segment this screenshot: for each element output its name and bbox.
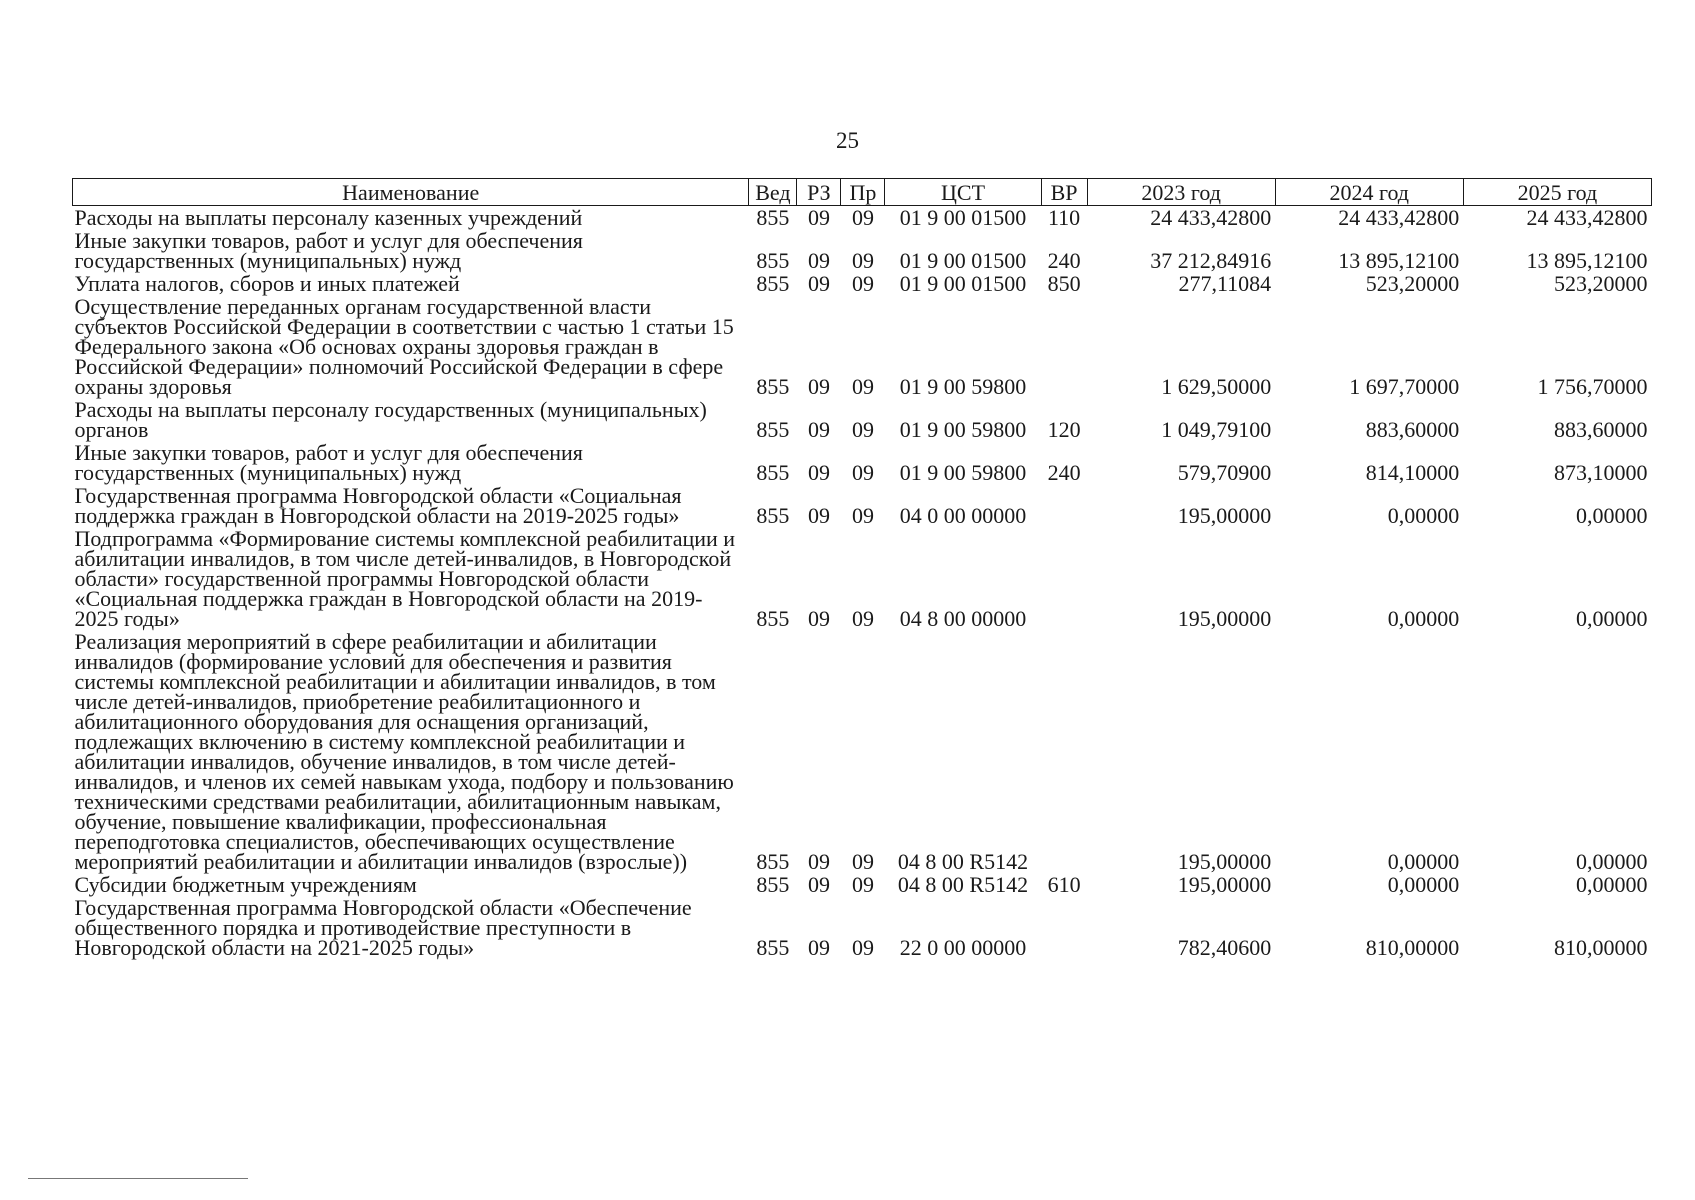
row-vr (1041, 527, 1087, 630)
row-name: Иные закупки товаров, работ и услуг для обеспечения государственных (муниципальных) нужд (74, 440, 583, 485)
row-amount-2025: 0,00000 (1576, 872, 1648, 897)
table-row (73, 527, 1652, 630)
row-pr: 09 (851, 417, 874, 442)
row-amount-2024: 0,00000 (1387, 849, 1460, 874)
row-cst: 01 9 00 59800 (899, 417, 1027, 442)
row-name: Уплата налогов, сборов и иных платежей (74, 271, 460, 296)
row-ved: 855 (756, 503, 790, 528)
row-pr: 09 (851, 872, 874, 897)
table-row (73, 206, 1652, 230)
row-pr: 09 (851, 606, 874, 631)
row-cst: 04 8 00 00000 (899, 606, 1027, 631)
row-amount-2024: 814,10000 (1365, 460, 1460, 485)
row-ved: 855 (756, 271, 790, 296)
row-amount-2025: 0,00000 (1576, 503, 1648, 528)
row-amount-2025: 810,00000 (1554, 935, 1648, 960)
row-vr: 850 (1047, 271, 1081, 296)
row-ved: 855 (756, 374, 790, 399)
row-rz: 09 (807, 417, 830, 442)
row-vr (1041, 630, 1087, 873)
row-vr: 110 (1047, 205, 1081, 230)
row-name: Подпрограмма «Формирование системы комплексной реабилитации и абилитации инвалидов, в том числе детей-инвалидов, в Новгородской области» государственной программы Новгородской области «Социальная поддержка граждан в Новгородской области на 2019-2025 годы» (74, 526, 736, 631)
row-rz: 09 (807, 460, 830, 485)
row-pr: 09 (851, 271, 874, 296)
row-amount-2024: 24 433,42800 (1338, 205, 1460, 230)
table-row (73, 896, 1652, 959)
row-rz: 09 (807, 248, 830, 273)
table-header-row (73, 179, 1652, 206)
row-pr: 09 (851, 935, 874, 960)
row-amount-2023: 195,00000 (1177, 872, 1272, 897)
row-amount-2023: 195,00000 (1177, 503, 1272, 528)
table-row (73, 441, 1652, 484)
row-amount-2023: 579,70900 (1177, 460, 1272, 485)
row-amount-2024: 523,20000 (1365, 271, 1460, 296)
row-vr (1041, 896, 1087, 959)
table-row (73, 398, 1652, 441)
row-amount-2024: 1 697,70000 (1349, 374, 1460, 399)
row-cst: 01 9 00 01500 (899, 248, 1027, 273)
row-cst: 01 9 00 59800 (899, 374, 1027, 399)
row-ved: 855 (756, 417, 790, 442)
row-rz: 09 (807, 849, 830, 874)
row-pr: 09 (851, 460, 874, 485)
row-amount-2025: 873,10000 (1554, 460, 1648, 485)
row-ved: 855 (756, 460, 790, 485)
row-amount-2025: 0,00000 (1576, 606, 1648, 631)
header-cst: ЦСТ (885, 179, 1041, 206)
row-cst: 04 0 00 00000 (899, 503, 1027, 528)
row-amount-2025: 1 756,70000 (1537, 374, 1648, 399)
row-amount-2023: 24 433,42800 (1150, 205, 1272, 230)
row-ved: 855 (756, 606, 790, 631)
row-name: Расходы на выплаты персоналу государственных (муниципальных) органов (74, 397, 707, 442)
row-amount-2024: 810,00000 (1365, 935, 1460, 960)
row-name: Субсидии бюджетным учреждениям (74, 872, 417, 897)
header-ved: Вед (749, 179, 797, 206)
row-cst: 04 8 00 R5142 (897, 849, 1029, 874)
row-vr: 240 (1047, 248, 1081, 273)
row-vr: 240 (1047, 460, 1081, 485)
row-pr: 09 (851, 849, 874, 874)
row-rz: 09 (807, 935, 830, 960)
footer-rule (28, 1178, 248, 1179)
header-name: Наименование (73, 179, 749, 206)
table-row (73, 272, 1652, 295)
row-amount-2025: 0,00000 (1576, 849, 1648, 874)
row-pr: 09 (851, 503, 874, 528)
row-name: Государственная программа Новгородской области «Социальная поддержка граждан в Новгородской области на 2019-2025 годы» (74, 483, 682, 528)
row-vr: 610 (1047, 872, 1081, 897)
row-amount-2023: 1 629,50000 (1161, 374, 1272, 399)
table-body (73, 206, 1652, 960)
row-ved: 855 (756, 248, 790, 273)
row-amount-2023: 195,00000 (1177, 849, 1272, 874)
header-vr: ВР (1041, 179, 1087, 206)
header-rz: РЗ (797, 179, 841, 206)
row-pr: 09 (851, 248, 874, 273)
row-amount-2023: 37 212,84916 (1150, 248, 1272, 273)
table-row (73, 229, 1652, 272)
row-name: Расходы на выплаты персоналу казенных учреждений (74, 205, 583, 230)
row-pr: 09 (851, 205, 874, 230)
row-amount-2023: 782,40600 (1177, 935, 1272, 960)
row-vr: 120 (1047, 417, 1081, 442)
row-name: Осуществление переданных органам государственной власти субъектов Российской Федерации в соответствии с частью 1 статьи 15 Федерального закона «Об основах охраны здоровья граждан в Российской Федерации» полномочий Российской Федерации в сфере охраны здоровья (74, 294, 734, 399)
row-vr (1041, 295, 1087, 398)
row-amount-2024: 883,60000 (1365, 417, 1460, 442)
row-rz: 09 (807, 271, 830, 296)
row-cst: 01 9 00 01500 (899, 271, 1027, 296)
row-name: Реализация мероприятий в сфере реабилитации и абилитации инвалидов (формирование условий для обеспечения и развития системы комплексной реабилитации и абилитации инвалидов, в том числе детей-инвалидов, приобретение реабилитационного и абилитационного оборудования для оснащения организаций, подлежащих включению в систему комплексной реабилитации и абилитации инвалидов, обучение инвалидов, в том числе детей-инвалидов, и членов их семей навыкам ухода, подбору и пользованию техническими средствами реабилитации, абилитационным навыкам, обучение, повышение квалификации, профессиональная переподготовка специалистов, обеспечивающих осуществление мероприятий реабилитации и абилитации инвалидов (взрослые)) (74, 629, 734, 874)
row-rz: 09 (807, 503, 830, 528)
table-row (73, 295, 1652, 398)
row-cst: 22 0 00 00000 (899, 935, 1027, 960)
row-cst: 01 9 00 01500 (899, 205, 1027, 230)
row-rz: 09 (807, 872, 830, 897)
row-cst: 01 9 00 59800 (899, 460, 1027, 485)
header-2024: 2024 год (1275, 179, 1463, 206)
row-name: Иные закупки товаров, работ и услуг для обеспечения государственных (муниципальных) нужд (74, 228, 583, 273)
row-amount-2025: 24 433,42800 (1526, 205, 1648, 230)
header-pr: Пр (841, 179, 885, 206)
row-amount-2024: 0,00000 (1387, 503, 1460, 528)
page-number: 25 (836, 128, 859, 153)
row-amount-2025: 883,60000 (1554, 417, 1648, 442)
header-2023: 2023 год (1087, 179, 1275, 206)
row-ved: 855 (756, 872, 790, 897)
row-pr: 09 (851, 374, 874, 399)
row-amount-2024: 0,00000 (1387, 872, 1460, 897)
row-ved: 855 (756, 935, 790, 960)
row-amount-2023: 277,11084 (1178, 271, 1272, 296)
row-name: Государственная программа Новгородской области «Обеспечение общественного порядка и противодействие преступности в Новгородской области на 2021-2025 годы» (74, 895, 692, 960)
table-row (73, 484, 1652, 527)
row-amount-2023: 195,00000 (1177, 606, 1272, 631)
budget-table (72, 178, 1652, 959)
row-rz: 09 (807, 606, 830, 631)
row-amount-2025: 523,20000 (1554, 271, 1648, 296)
row-rz: 09 (807, 374, 830, 399)
table-row (73, 873, 1652, 896)
row-vr (1041, 484, 1087, 527)
table-row (73, 630, 1652, 873)
header-2025: 2025 год (1463, 179, 1651, 206)
row-cst: 04 8 00 R5142 (897, 872, 1029, 897)
row-amount-2025: 13 895,12100 (1526, 248, 1648, 273)
row-ved: 855 (756, 205, 790, 230)
row-ved: 855 (756, 849, 790, 874)
row-amount-2024: 13 895,12100 (1338, 248, 1460, 273)
row-amount-2023: 1 049,79100 (1161, 417, 1272, 442)
row-rz: 09 (807, 205, 830, 230)
row-amount-2024: 0,00000 (1387, 606, 1460, 631)
